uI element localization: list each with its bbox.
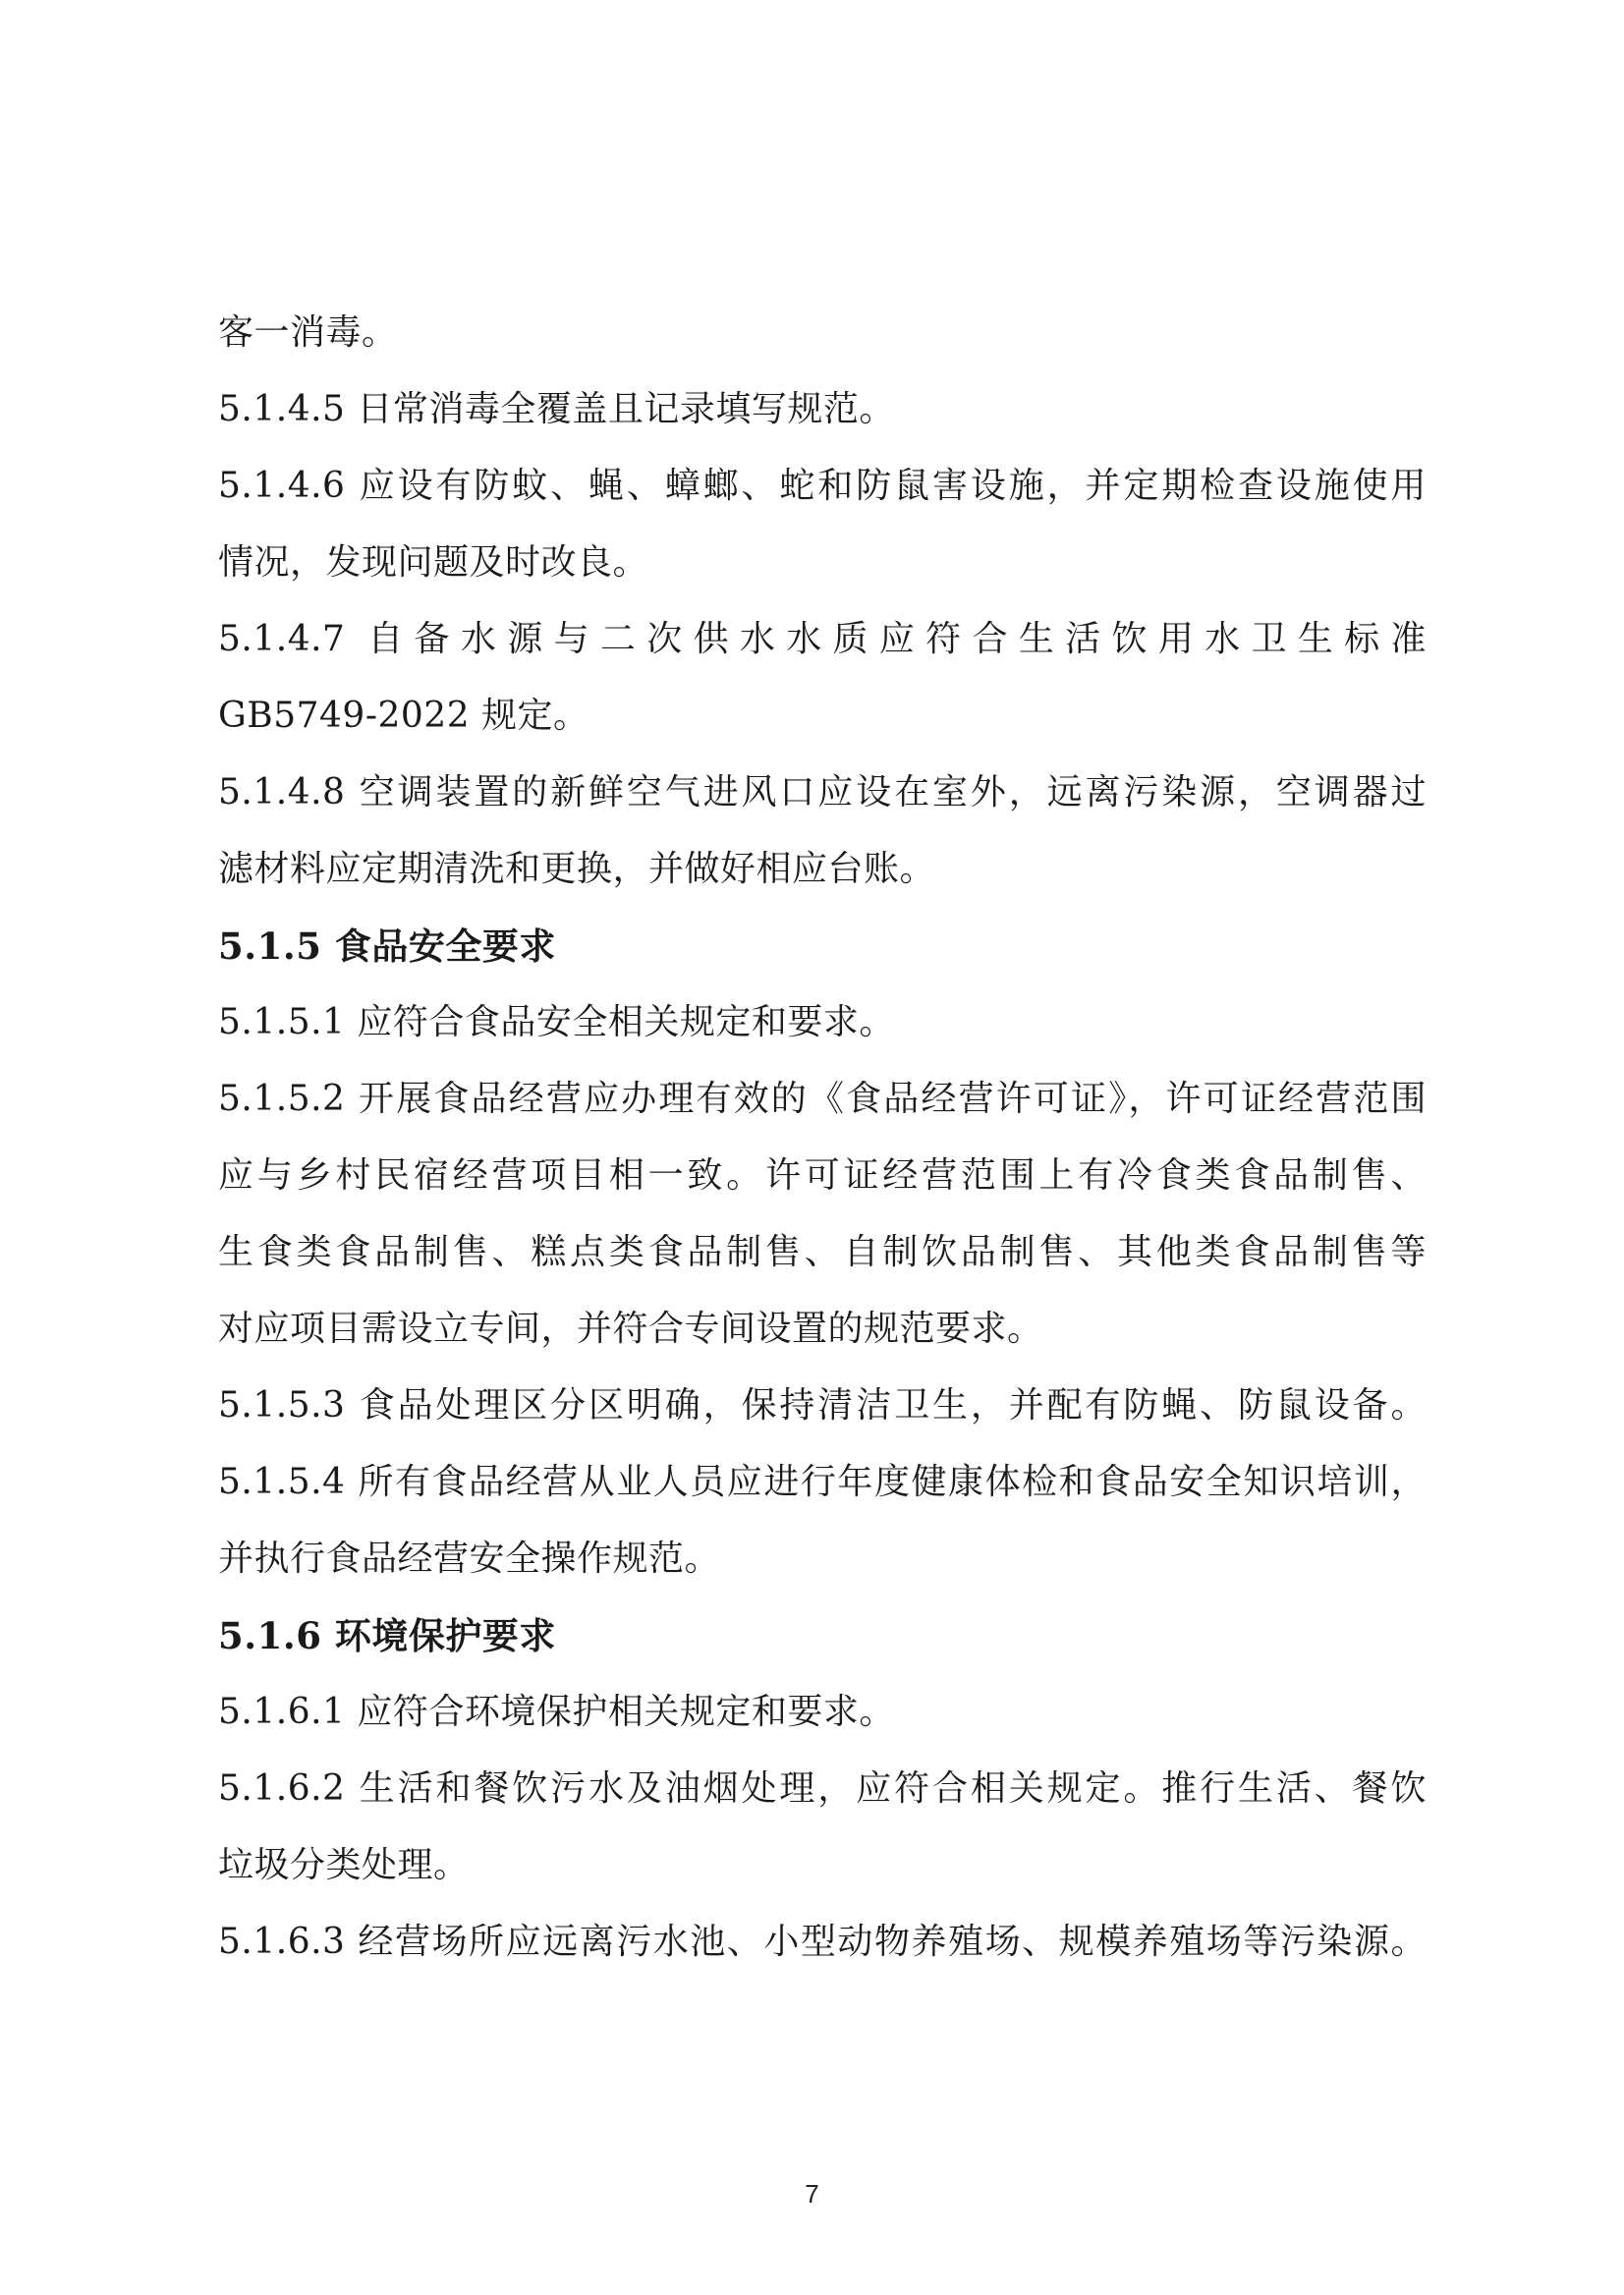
- text-line: 5.1.6.3 经营场所应远离污水池、小型动物养殖场、规模养殖场等污染源。: [218, 1922, 1427, 1962]
- text-line: 应与乡村民宿经营项目相一致。许可证经营范围上有冷食类食品制售、: [218, 1155, 1427, 1196]
- section-heading: 5.1.5 食品安全要求: [218, 924, 556, 968]
- page-number: 7: [805, 2179, 819, 2209]
- document-body: [218, 295, 1427, 1981]
- text-line: GB5749-2022 规定。: [218, 696, 589, 736]
- text-line: 5.1.6.2 生活和餐饮污水及油烟处理，应符合相关规定。推行生活、餐饮: [218, 1768, 1427, 1809]
- text-line: 滤材料应定期清洗和更换，并做好相应台账。: [218, 849, 936, 889]
- text-line: 5.1.4.8 空调装置的新鲜空气进风口应设在室外，远离污染源，空调器过: [218, 772, 1427, 812]
- text-line: 5.1.6.1 应符合环境保护相关规定和要求。: [218, 1692, 895, 1732]
- text-line: 5.1.5.2 开展食品经营应办理有效的《食品经营许可证》，许可证经营范围: [218, 1079, 1427, 1119]
- text-line: 生食类食品制售、糕点类食品制售、自制饮品制售、其他类食品制售等: [218, 1232, 1427, 1272]
- text-line: 5.1.5.3 食品处理区分区明确，保持清洁卫生，并配有防蝇、防鼠设备。: [218, 1385, 1427, 1426]
- text-line: 5.1.4.6 应设有防蚊、蝇、蟑螂、蛇和防鼠害设施，并定期检查设施使用: [218, 466, 1427, 506]
- text-line: 5.1.4.5 日常消毒全覆盖且记录填写规范。: [218, 389, 895, 429]
- text-line: 垃圾分类处理。: [218, 1845, 470, 1885]
- text-line: 客一消毒。: [218, 312, 398, 353]
- text-line: 对应项目需设立专间，并符合专间设置的规范要求。: [218, 1309, 1043, 1349]
- text-line: 并执行食品经营安全操作规范。: [218, 1539, 721, 1579]
- text-line: 5.1.4.7 自备水源与二次供水水质应符合生活饮用水卫生标准: [218, 619, 1427, 659]
- section-heading: 5.1.6 环境保护要求: [218, 1614, 556, 1657]
- text-line: 情况，发现问题及时改良。: [218, 542, 649, 583]
- text-line: 5.1.5.4 所有食品经营从业人员应进行年度健康体检和食品安全知识培训，: [218, 1462, 1427, 1502]
- text-line: 5.1.5.1 应符合食品安全相关规定和要求。: [218, 1002, 895, 1042]
